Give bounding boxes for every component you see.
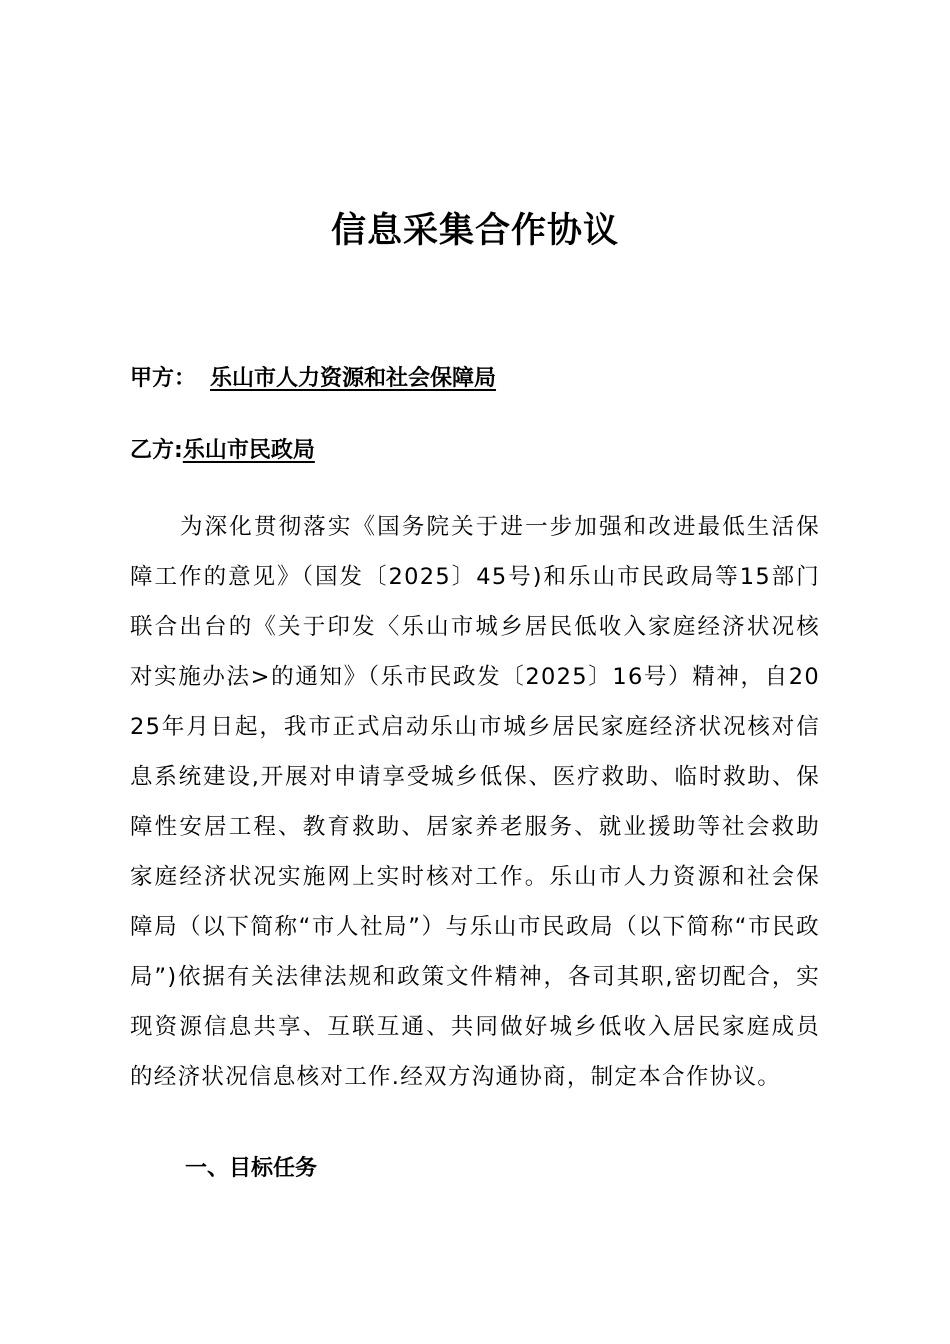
party-a-name: 乐山市人力资源和社会保障局: [210, 366, 497, 391]
party-b-name: 乐山市民政局: [182, 438, 315, 463]
intro-paragraph: 为深化贯彻落实《国务院关于进一步加强和改进最低生活保障工作的意见》（国发〔2025〕45号)和乐山市民政局等15部门联合出台的《关于印发〈乐山市城乡居民低收入家庭经济状况核对实施办法>的通知》（乐市民政发〔2025〕16号）精神，自2025年月日起，我市正式启动乐山市城乡居民家庭经济状况核对信息系统建设,开展对申请享受城乡低保、医疗救助、临时救助、保障性安居工程、教育救助、居家养老服务、就业援助等社会救助家庭经济状况实施网上实时核对工作。乐山市人力资源和社会保障局（以下简称“市人社局”）与乐山市民政局（以下简称“市民政局”)依据有关法律法规和政策文件精神，各司其职,密切配合，实现资源信息共享、互联互通、共同做好城乡低收入居民家庭成员的经济状况信息核对工作.经双方沟通协商，制定本合作协议。: [130, 514, 820, 1090]
party-a-label: 甲方：: [130, 366, 197, 391]
document-title: 信息采集合作协议: [330, 211, 619, 251]
party-b-label: 乙方:: [130, 438, 183, 463]
party-b-line: [130, 434, 315, 468]
section-heading-goals: 一、目标任务: [185, 1156, 318, 1181]
party-a-line: [130, 362, 496, 396]
